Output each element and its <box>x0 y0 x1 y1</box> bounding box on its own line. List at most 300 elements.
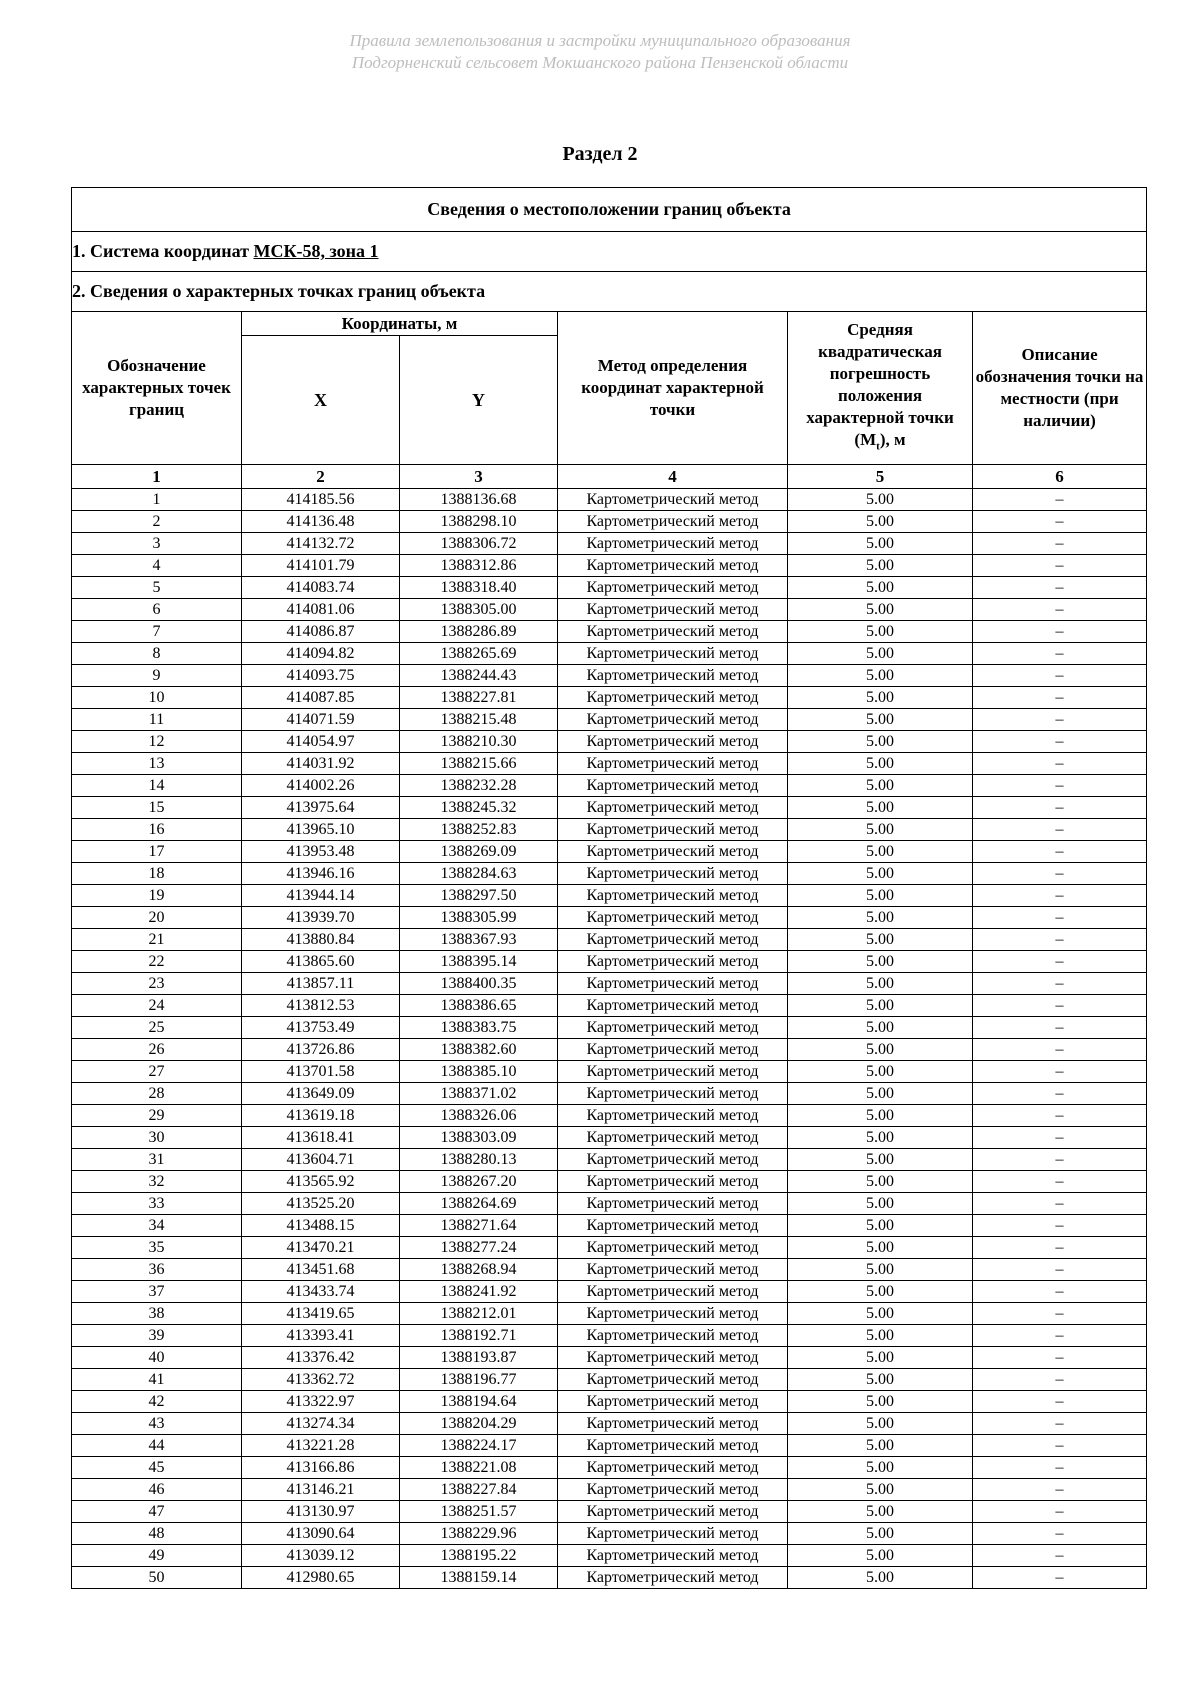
watermark-line-1: Правила землепользования и застройки муниципального образования <box>349 31 851 50</box>
description-cell: – <box>973 1171 1147 1193</box>
method-cell: Картометрический метод <box>558 687 788 709</box>
error-cell: 5.00 <box>788 1149 973 1171</box>
table-row <box>72 511 1147 533</box>
x-coordinate-cell: 413701.58 <box>242 1061 400 1083</box>
x-coordinate-cell: 414101.79 <box>242 555 400 577</box>
x-coordinate-cell: 413488.15 <box>242 1215 400 1237</box>
description-cell: – <box>973 687 1147 709</box>
error-cell: 5.00 <box>788 511 973 533</box>
error-cell: 5.00 <box>788 1479 973 1501</box>
point-number-cell: 40 <box>72 1347 242 1369</box>
point-number-cell: 50 <box>72 1567 242 1589</box>
y-coordinate-cell: 1388305.00 <box>400 599 558 621</box>
description-cell: – <box>973 797 1147 819</box>
table-row <box>72 1237 1147 1259</box>
method-cell: Картометрический метод <box>558 1303 788 1325</box>
table-row <box>72 995 1147 1017</box>
error-cell: 5.00 <box>788 687 973 709</box>
error-cell: 5.00 <box>788 863 973 885</box>
x-coordinate-cell: 414094.82 <box>242 643 400 665</box>
point-number-cell: 12 <box>72 731 242 753</box>
y-coordinate-cell: 1388227.81 <box>400 687 558 709</box>
method-cell: Картометрический метод <box>558 1171 788 1193</box>
point-number-cell: 15 <box>72 797 242 819</box>
description-cell: – <box>973 1127 1147 1149</box>
point-number-cell: 38 <box>72 1303 242 1325</box>
y-coordinate-cell: 1388383.75 <box>400 1017 558 1039</box>
x-coordinate-cell: 413975.64 <box>242 797 400 819</box>
y-coordinate-cell: 1388400.35 <box>400 973 558 995</box>
x-coordinate-cell: 413090.64 <box>242 1523 400 1545</box>
description-cell: – <box>973 863 1147 885</box>
column-number: 1 <box>72 465 242 489</box>
error-cell: 5.00 <box>788 1413 973 1435</box>
table-row <box>72 621 1147 643</box>
description-cell: – <box>973 1369 1147 1391</box>
method-cell: Картометрический метод <box>558 709 788 731</box>
y-coordinate-cell: 1388268.94 <box>400 1259 558 1281</box>
table-row <box>72 885 1147 907</box>
point-number-cell: 30 <box>72 1127 242 1149</box>
error-cell: 5.00 <box>788 885 973 907</box>
method-cell: Картометрический метод <box>558 1545 788 1567</box>
method-cell: Картометрический метод <box>558 599 788 621</box>
x-coordinate-cell: 414087.85 <box>242 687 400 709</box>
table-row <box>72 1347 1147 1369</box>
error-cell: 5.00 <box>788 1435 973 1457</box>
y-coordinate-cell: 1388303.09 <box>400 1127 558 1149</box>
x-coordinate-cell: 413470.21 <box>242 1237 400 1259</box>
point-number-cell: 19 <box>72 885 242 907</box>
point-number-cell: 9 <box>72 665 242 687</box>
description-cell: – <box>973 995 1147 1017</box>
point-number-cell: 49 <box>72 1545 242 1567</box>
point-number-cell: 22 <box>72 951 242 973</box>
x-coordinate-cell: 413274.34 <box>242 1413 400 1435</box>
error-cell: 5.00 <box>788 1083 973 1105</box>
x-coordinate-cell: 413939.70 <box>242 907 400 929</box>
error-cell: 5.00 <box>788 599 973 621</box>
column-number: 3 <box>400 465 558 489</box>
point-number-cell: 34 <box>72 1215 242 1237</box>
y-coordinate-cell: 1388215.66 <box>400 753 558 775</box>
y-coordinate-cell: 1388382.60 <box>400 1039 558 1061</box>
error-cell: 5.00 <box>788 1325 973 1347</box>
table-row <box>72 1457 1147 1479</box>
error-cell: 5.00 <box>788 1391 973 1413</box>
description-cell: – <box>973 1347 1147 1369</box>
method-cell: Картометрический метод <box>558 665 788 687</box>
description-cell: – <box>973 1501 1147 1523</box>
error-cell: 5.00 <box>788 1281 973 1303</box>
column-number: 2 <box>242 465 400 489</box>
method-cell: Картометрический метод <box>558 731 788 753</box>
method-cell: Картометрический метод <box>558 775 788 797</box>
points-section-row <box>72 272 1147 312</box>
error-cell: 5.00 <box>788 841 973 863</box>
error-cell: 5.00 <box>788 995 973 1017</box>
method-cell: Картометрический метод <box>558 863 788 885</box>
description-cell: – <box>973 1105 1147 1127</box>
x-coordinate-cell: 413376.42 <box>242 1347 400 1369</box>
y-coordinate-cell: 1388159.14 <box>400 1567 558 1589</box>
method-cell: Картометрический метод <box>558 1061 788 1083</box>
y-coordinate-cell: 1388385.10 <box>400 1061 558 1083</box>
y-coordinate-cell: 1388212.01 <box>400 1303 558 1325</box>
x-coordinate-cell: 413146.21 <box>242 1479 400 1501</box>
description-cell: – <box>973 1149 1147 1171</box>
error-cell: 5.00 <box>788 1545 973 1567</box>
y-coordinate-cell: 1388193.87 <box>400 1347 558 1369</box>
x-coordinate-cell: 414093.75 <box>242 665 400 687</box>
y-coordinate-cell: 1388284.63 <box>400 863 558 885</box>
column-number: 6 <box>973 465 1147 489</box>
description-cell: – <box>973 1237 1147 1259</box>
point-number-cell: 6 <box>72 599 242 621</box>
table-row <box>72 1259 1147 1281</box>
y-coordinate-cell: 1388204.29 <box>400 1413 558 1435</box>
description-cell: – <box>973 951 1147 973</box>
header-x: X <box>242 336 400 465</box>
table-row <box>72 1523 1147 1545</box>
method-cell: Картометрический метод <box>558 819 788 841</box>
point-number-cell: 42 <box>72 1391 242 1413</box>
y-coordinate-cell: 1388271.64 <box>400 1215 558 1237</box>
header-designation: Обозначение характерных точек границ <box>72 312 242 465</box>
point-number-cell: 5 <box>72 577 242 599</box>
table-row <box>72 643 1147 665</box>
description-cell: – <box>973 1017 1147 1039</box>
error-cell: 5.00 <box>788 665 973 687</box>
method-cell: Картометрический метод <box>558 511 788 533</box>
header-error: Средняя квадратическая погрешность положения характерной точки $(М_t)$, м <box>788 312 973 465</box>
table-row <box>72 1435 1147 1457</box>
error-cell: 5.00 <box>788 951 973 973</box>
y-coordinate-cell: 1388306.72 <box>400 533 558 555</box>
y-coordinate-cell: 1388318.40 <box>400 577 558 599</box>
method-cell: Картометрический метод <box>558 1017 788 1039</box>
method-cell: Картометрический метод <box>558 1479 788 1501</box>
point-number-cell: 10 <box>72 687 242 709</box>
description-cell: – <box>973 1259 1147 1281</box>
x-coordinate-cell: 413946.16 <box>242 863 400 885</box>
description-cell: – <box>973 1083 1147 1105</box>
point-number-cell: 44 <box>72 1435 242 1457</box>
error-cell: 5.00 <box>788 775 973 797</box>
description-cell: – <box>973 1325 1147 1347</box>
x-coordinate-cell: 412980.65 <box>242 1567 400 1589</box>
table-row <box>72 731 1147 753</box>
method-cell: Картометрический метод <box>558 1215 788 1237</box>
x-coordinate-cell: 414136.48 <box>242 511 400 533</box>
description-cell: – <box>973 1479 1147 1501</box>
x-coordinate-cell: 413619.18 <box>242 1105 400 1127</box>
header-coordinates: Координаты, м <box>242 312 558 336</box>
table-row <box>72 863 1147 885</box>
point-number-cell: 41 <box>72 1369 242 1391</box>
error-cell: 5.00 <box>788 1237 973 1259</box>
error-cell: 5.00 <box>788 907 973 929</box>
method-cell: Картометрический метод <box>558 1193 788 1215</box>
y-coordinate-cell: 1388395.14 <box>400 951 558 973</box>
description-cell: – <box>973 555 1147 577</box>
point-number-cell: 17 <box>72 841 242 863</box>
table-row <box>72 1479 1147 1501</box>
x-coordinate-cell: 414002.26 <box>242 775 400 797</box>
description-cell: – <box>973 731 1147 753</box>
point-number-cell: 16 <box>72 819 242 841</box>
table-row <box>72 1149 1147 1171</box>
table-row <box>72 753 1147 775</box>
point-number-cell: 28 <box>72 1083 242 1105</box>
description-cell: – <box>973 709 1147 731</box>
x-coordinate-cell: 414185.56 <box>242 489 400 511</box>
point-number-cell: 14 <box>72 775 242 797</box>
method-cell: Картометрический метод <box>558 753 788 775</box>
table-row <box>72 1325 1147 1347</box>
table-row <box>72 973 1147 995</box>
method-cell: Картометрический метод <box>558 1325 788 1347</box>
method-cell: Картометрический метод <box>558 1127 788 1149</box>
error-cell: 5.00 <box>788 731 973 753</box>
x-coordinate-cell: 413965.10 <box>242 819 400 841</box>
point-number-cell: 43 <box>72 1413 242 1435</box>
error-cell: 5.00 <box>788 1369 973 1391</box>
x-coordinate-cell: 413953.48 <box>242 841 400 863</box>
x-coordinate-cell: 413166.86 <box>242 1457 400 1479</box>
point-number-cell: 39 <box>72 1325 242 1347</box>
point-number-cell: 32 <box>72 1171 242 1193</box>
y-coordinate-cell: 1388326.06 <box>400 1105 558 1127</box>
point-number-cell: 21 <box>72 929 242 951</box>
point-number-cell: 20 <box>72 907 242 929</box>
header-method: Метод определения координат характерной точки <box>558 312 788 465</box>
coordinate-system-label: 1. Система координат <box>72 241 249 261</box>
table-row <box>72 533 1147 555</box>
description-cell: – <box>973 489 1147 511</box>
table-row <box>72 1545 1147 1567</box>
y-coordinate-cell: 1388192.71 <box>400 1325 558 1347</box>
y-coordinate-cell: 1388227.84 <box>400 1479 558 1501</box>
table-row <box>72 489 1147 511</box>
table-row <box>72 1127 1147 1149</box>
table-row <box>72 1017 1147 1039</box>
y-coordinate-cell: 1388195.22 <box>400 1545 558 1567</box>
point-number-cell: 33 <box>72 1193 242 1215</box>
x-coordinate-cell: 413865.60 <box>242 951 400 973</box>
point-number-cell: 2 <box>72 511 242 533</box>
y-coordinate-cell: 1388386.65 <box>400 995 558 1017</box>
y-coordinate-cell: 1388371.02 <box>400 1083 558 1105</box>
table-row <box>72 599 1147 621</box>
point-number-cell: 18 <box>72 863 242 885</box>
method-cell: Картометрический метод <box>558 951 788 973</box>
method-cell: Картометрический метод <box>558 973 788 995</box>
method-cell: Картометрический метод <box>558 929 788 951</box>
error-cell: 5.00 <box>788 819 973 841</box>
x-coordinate-cell: 414086.87 <box>242 621 400 643</box>
description-cell: – <box>973 1303 1147 1325</box>
point-number-cell: 24 <box>72 995 242 1017</box>
description-cell: – <box>973 775 1147 797</box>
x-coordinate-cell: 413565.92 <box>242 1171 400 1193</box>
y-coordinate-cell: 1388194.64 <box>400 1391 558 1413</box>
error-cell: 5.00 <box>788 1567 973 1589</box>
error-cell: 5.00 <box>788 533 973 555</box>
y-coordinate-cell: 1388252.83 <box>400 819 558 841</box>
error-cell: 5.00 <box>788 1347 973 1369</box>
error-cell: 5.00 <box>788 1061 973 1083</box>
error-cell: 5.00 <box>788 577 973 599</box>
table-row <box>72 1171 1147 1193</box>
y-coordinate-cell: 1388367.93 <box>400 929 558 951</box>
y-coordinate-cell: 1388305.99 <box>400 907 558 929</box>
point-number-cell: 31 <box>72 1149 242 1171</box>
x-coordinate-cell: 413525.20 <box>242 1193 400 1215</box>
point-number-cell: 23 <box>72 973 242 995</box>
error-cell: 5.00 <box>788 1039 973 1061</box>
description-cell: – <box>973 1061 1147 1083</box>
error-cell: 5.00 <box>788 1259 973 1281</box>
y-coordinate-cell: 1388196.77 <box>400 1369 558 1391</box>
x-coordinate-cell: 413433.74 <box>242 1281 400 1303</box>
error-cell: 5.00 <box>788 797 973 819</box>
boundary-points-table <box>71 187 1147 1589</box>
description-cell: – <box>973 1545 1147 1567</box>
table-row <box>72 1413 1147 1435</box>
error-cell: 5.00 <box>788 1105 973 1127</box>
error-cell: 5.00 <box>788 1171 973 1193</box>
point-number-cell: 48 <box>72 1523 242 1545</box>
table-row <box>72 951 1147 973</box>
description-cell: – <box>973 1193 1147 1215</box>
method-cell: Картометрический метод <box>558 1237 788 1259</box>
y-coordinate-cell: 1388286.89 <box>400 621 558 643</box>
method-cell: Картометрический метод <box>558 1039 788 1061</box>
method-cell: Картометрический метод <box>558 995 788 1017</box>
method-cell: Картометрический метод <box>558 1149 788 1171</box>
description-cell: – <box>973 1457 1147 1479</box>
coordinate-system-cell <box>72 232 1147 272</box>
method-cell: Картометрический метод <box>558 797 788 819</box>
header-description: Описание обозначения точки на местности (при наличии) <box>973 312 1147 465</box>
coordinate-system-row <box>72 232 1147 272</box>
description-cell: – <box>973 973 1147 995</box>
method-cell: Картометрический метод <box>558 489 788 511</box>
point-number-cell: 27 <box>72 1061 242 1083</box>
y-coordinate-cell: 1388269.09 <box>400 841 558 863</box>
x-coordinate-cell: 413039.12 <box>242 1545 400 1567</box>
method-cell: Картометрический метод <box>558 907 788 929</box>
method-cell: Картометрический метод <box>558 1391 788 1413</box>
y-coordinate-cell: 1388244.43 <box>400 665 558 687</box>
watermark-line-2: Подгорненский сельсовет Мокшанского района Пензенской области <box>351 53 849 72</box>
y-coordinate-cell: 1388241.92 <box>400 1281 558 1303</box>
x-coordinate-cell: 413944.14 <box>242 885 400 907</box>
y-coordinate-cell: 1388251.57 <box>400 1501 558 1523</box>
header-row-1 <box>72 312 1147 336</box>
description-cell: – <box>973 1391 1147 1413</box>
y-coordinate-cell: 1388277.24 <box>400 1237 558 1259</box>
table-row <box>72 577 1147 599</box>
column-number: 4 <box>558 465 788 489</box>
x-coordinate-cell: 413618.41 <box>242 1127 400 1149</box>
method-cell: Картометрический метод <box>558 885 788 907</box>
y-coordinate-cell: 1388224.17 <box>400 1435 558 1457</box>
table-row <box>72 797 1147 819</box>
point-number-cell: 1 <box>72 489 242 511</box>
x-coordinate-cell: 413726.86 <box>242 1039 400 1061</box>
x-coordinate-cell: 413362.72 <box>242 1369 400 1391</box>
error-cell: 5.00 <box>788 621 973 643</box>
point-number-cell: 26 <box>72 1039 242 1061</box>
x-coordinate-cell: 413130.97 <box>242 1501 400 1523</box>
point-number-cell: 37 <box>72 1281 242 1303</box>
x-coordinate-cell: 413393.41 <box>242 1325 400 1347</box>
table-row <box>72 1039 1147 1061</box>
description-cell: – <box>973 1435 1147 1457</box>
y-coordinate-cell: 1388312.86 <box>400 555 558 577</box>
method-cell: Картометрический метод <box>558 1457 788 1479</box>
description-cell: – <box>973 599 1147 621</box>
x-coordinate-cell: 413857.11 <box>242 973 400 995</box>
y-coordinate-cell: 1388232.28 <box>400 775 558 797</box>
section-title: Раздел 2 <box>562 143 638 165</box>
description-cell: – <box>973 1215 1147 1237</box>
method-cell: Картометрический метод <box>558 1435 788 1457</box>
column-number: 5 <box>788 465 973 489</box>
error-cell: 5.00 <box>788 1523 973 1545</box>
description-cell: – <box>973 885 1147 907</box>
point-number-cell: 13 <box>72 753 242 775</box>
description-cell: – <box>973 533 1147 555</box>
method-cell: Картометрический метод <box>558 1105 788 1127</box>
point-number-cell: 25 <box>72 1017 242 1039</box>
x-coordinate-cell: 413221.28 <box>242 1435 400 1457</box>
method-cell: Картометрический метод <box>558 1281 788 1303</box>
description-cell: – <box>973 929 1147 951</box>
description-cell: – <box>973 621 1147 643</box>
y-coordinate-cell: 1388298.10 <box>400 511 558 533</box>
x-coordinate-cell: 414054.97 <box>242 731 400 753</box>
description-cell: – <box>973 511 1147 533</box>
method-cell: Картометрический метод <box>558 577 788 599</box>
y-coordinate-cell: 1388136.68 <box>400 489 558 511</box>
point-number-cell: 11 <box>72 709 242 731</box>
page-header-watermark <box>0 30 1200 74</box>
error-cell: 5.00 <box>788 1193 973 1215</box>
error-cell: 5.00 <box>788 1501 973 1523</box>
description-cell: – <box>973 1281 1147 1303</box>
table-row <box>72 1567 1147 1589</box>
y-coordinate-cell: 1388264.69 <box>400 1193 558 1215</box>
table-row <box>72 1391 1147 1413</box>
table-row <box>72 1061 1147 1083</box>
table-row <box>72 1083 1147 1105</box>
coordinate-system-value: МСК-58, зона 1 <box>253 241 379 261</box>
method-cell: Картометрический метод <box>558 1523 788 1545</box>
table-row <box>72 1105 1147 1127</box>
table-row <box>72 929 1147 951</box>
description-cell: – <box>973 1567 1147 1589</box>
description-cell: – <box>973 1039 1147 1061</box>
method-cell: Картометрический метод <box>558 555 788 577</box>
table-row <box>72 1369 1147 1391</box>
x-coordinate-cell: 414071.59 <box>242 709 400 731</box>
x-coordinate-cell: 414081.06 <box>242 599 400 621</box>
description-cell: – <box>973 577 1147 599</box>
x-coordinate-cell: 414031.92 <box>242 753 400 775</box>
